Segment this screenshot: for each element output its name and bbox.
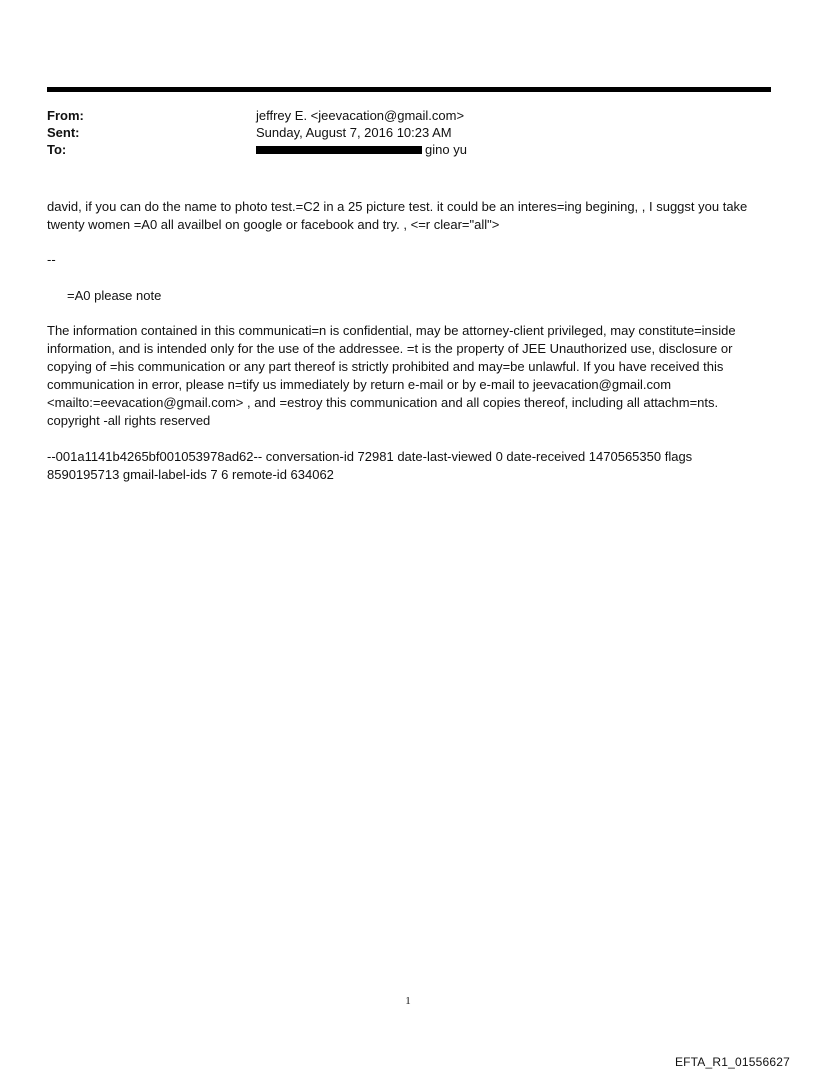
page-number: 1 [405, 995, 411, 1007]
to-value-wrap [256, 141, 467, 158]
message-metadata: --001a1141b4265bf001053978ad62-- conversation-id 72981 date-last-viewed 0 date-received 1470565350 flags 8590195713 gmail-label-ids 7 6 remote-id 634062 [47, 449, 693, 482]
message-paragraph: david, if you can do the name to photo test.=C2 in a 25 picture test. it could be an interes=ing begining, , I suggst you take twenty women =A0 all availbel on google or facebook and try. , <=r clear="all"> [47, 199, 748, 232]
to-row [47, 141, 771, 158]
signature-separator: -- [47, 252, 56, 267]
sent-label: Sent: [47, 125, 80, 140]
redaction-bar [256, 146, 422, 154]
to-value: gino yu [425, 142, 467, 157]
from-row [47, 107, 771, 124]
sent-value: Sunday, August 7, 2016 10:23 AM [256, 125, 452, 140]
header-rule [47, 87, 771, 92]
bates-number: EFTA_R1_01556627 [674, 1055, 790, 1069]
note-line: =A0 please note [67, 288, 162, 303]
to-label: To: [47, 142, 67, 157]
email-header [47, 107, 771, 158]
from-value: jeffrey E. <jeevacation@gmail.com> [256, 108, 465, 123]
sent-row [47, 124, 771, 141]
from-label: From: [47, 108, 84, 123]
disclaimer-paragraph: The information contained in this communicati=n is confidential, may be attorney-client privileged, may constitute=inside information, and is intended only for the use of the addressee. =t is the property of JEE Unauthorized use, disclosure or copying of =his communication or any part thereof is strictly prohibited and may=be unlawful. If you have received this communication in error, please n=tify us immediately by return e-mail or by e-mail to jeevacation@gmail.com <mailto:=eevacation@gmail.com> , and =estroy this communication and all copies thereof, including all attachm=nts. copyright -all rights reserved [47, 323, 736, 428]
